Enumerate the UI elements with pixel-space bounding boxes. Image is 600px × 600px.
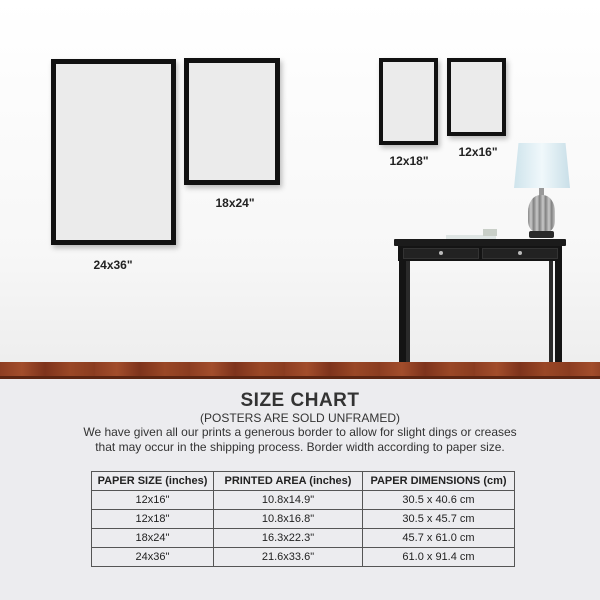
header-paper-size: PAPER SIZE (inches) xyxy=(92,472,214,491)
size-chart-subtitle: (POSTERS ARE SOLD UNFRAMED) xyxy=(199,411,401,425)
frame-24x36 xyxy=(51,59,176,245)
console-leg xyxy=(399,261,406,376)
table-row xyxy=(92,548,515,567)
size-table xyxy=(91,471,515,567)
console-leg xyxy=(549,261,553,363)
cell-printed-area: 21.6x33.6" xyxy=(214,548,363,567)
frame-label-12x16: 12x16" xyxy=(458,145,498,159)
console-leg xyxy=(406,261,410,363)
book xyxy=(483,229,497,236)
frame-label-12x18: 12x18" xyxy=(389,154,429,168)
cell-paper-size: 18x24" xyxy=(92,529,214,548)
cell-paper-dimensions: 45.7 x 61.0 cm xyxy=(363,529,515,548)
frame-12x18 xyxy=(379,58,438,145)
size-chart-title: SIZE CHART xyxy=(240,390,360,411)
table-header-row xyxy=(92,472,515,491)
table-row xyxy=(92,529,515,548)
cell-paper-dimensions: 30.5 x 40.6 cm xyxy=(363,491,515,510)
lamp-foot xyxy=(529,231,554,238)
size-chart-description: We have given all our prints a generous border to allow for slight dings or creases that may occur in the shipping process. Border width according to paper size. xyxy=(83,425,517,454)
header-paper-dimensions: PAPER DIMENSIONS (cm) xyxy=(363,472,515,491)
frame-18x24 xyxy=(184,58,280,185)
table-row xyxy=(92,510,515,529)
lamp-shade xyxy=(514,143,570,188)
poster-placeholder xyxy=(451,62,502,132)
drawer-knob xyxy=(439,251,443,255)
cell-paper-dimensions: 61.0 x 91.4 cm xyxy=(363,548,515,567)
poster-placeholder xyxy=(189,63,275,180)
console-leg xyxy=(555,261,562,376)
cell-printed-area: 10.8x14.9" xyxy=(214,491,363,510)
drawer-knob xyxy=(518,251,522,255)
poster-placeholder xyxy=(383,62,434,141)
cell-printed-area: 16.3x22.3" xyxy=(214,529,363,548)
poster-placeholder xyxy=(56,64,171,240)
cell-paper-size: 24x36" xyxy=(92,548,214,567)
frame-label-24x36: 24x36" xyxy=(93,258,133,272)
cell-paper-size: 12x18" xyxy=(92,510,214,529)
header-printed-area: PRINTED AREA (inches) xyxy=(214,472,363,491)
frame-label-18x24: 18x24" xyxy=(215,196,255,210)
cell-paper-size: 12x16" xyxy=(92,491,214,510)
frame-12x16 xyxy=(447,58,506,136)
console-table-top xyxy=(394,239,566,246)
cell-printed-area: 10.8x16.8" xyxy=(214,510,363,529)
cell-paper-dimensions: 30.5 x 45.7 cm xyxy=(363,510,515,529)
lamp-base xyxy=(528,195,555,232)
table-row xyxy=(92,491,515,510)
